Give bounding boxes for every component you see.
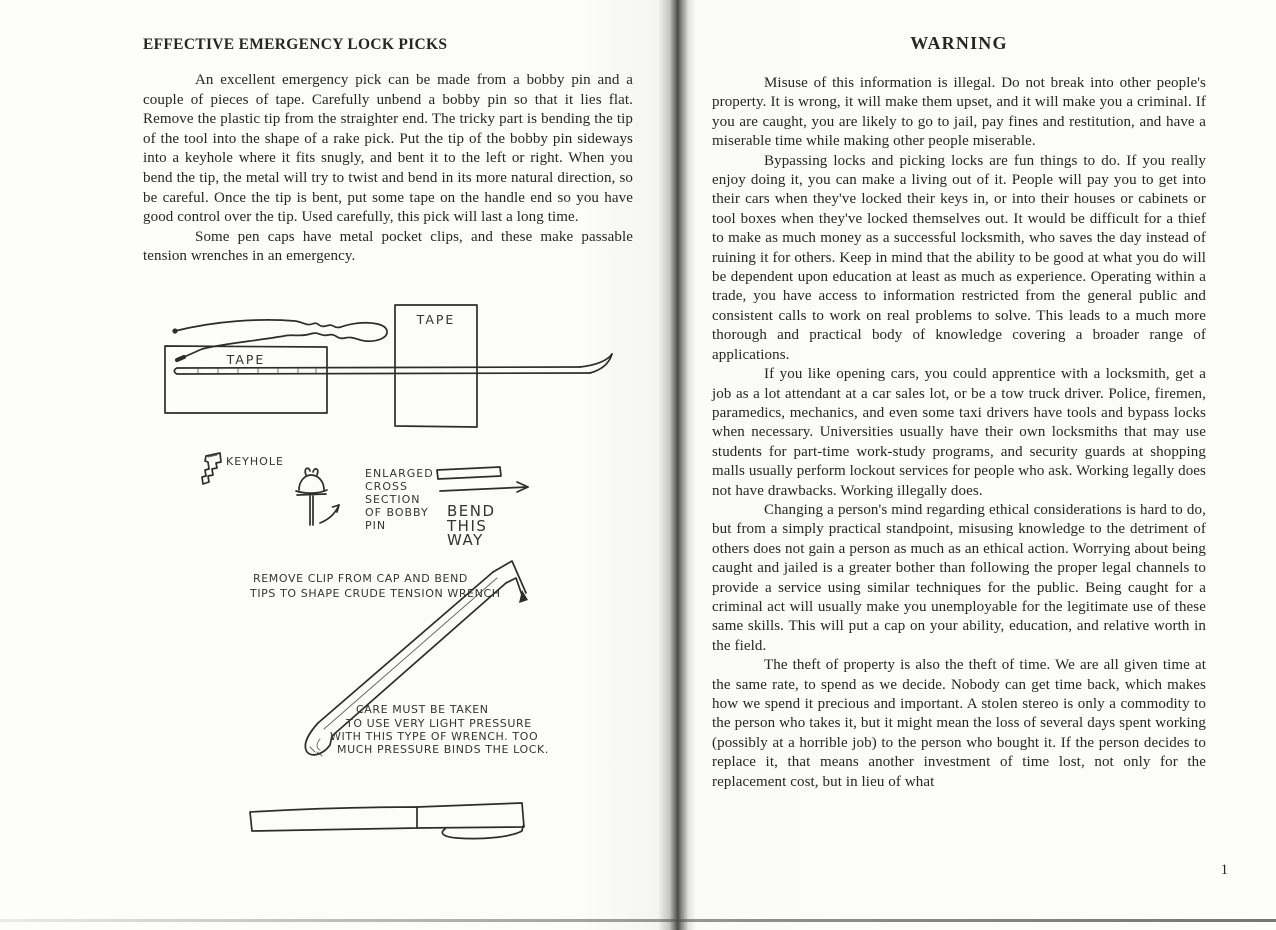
right-paragraph: If you like opening cars, you could apprentice with a locksmith, get a job as a lot attendant at a car sales lot, or be a tow truck driver. Police, firemen, paramedics, mechanics, and even some taxi drivers have tools and bypass locks when necessary. Universities usually have their own locksmiths that may use students for part-time work-study programs, and security guards at shopping malls usually perform lockout services for people who ask. Working legally does not have drawbacks. Working illegally does. [712, 366, 1206, 499]
svg-text:TO USE VERY LIGHT PRESSURE: TO USE VERY LIGHT PRESSURE [346, 717, 532, 730]
lock-pick-diagram [160, 295, 640, 880]
left-page-body [143, 71, 633, 267]
right-paragraph: Misuse of this information is illegal. Do not break into other people's property. It is wrong, it will make them upset, and it will make you a criminal. If you are caught, you are likely to go to jail, pay fines and restitution, and have a miserable time while making other people miserable. [712, 75, 1206, 150]
svg-text:BEND: BEND [447, 502, 496, 520]
bend-direction-arrow [440, 482, 528, 492]
right-paragraph: Bypassing locks and picking locks are fun things to do. If you really enjoy doing it, you can make a living out of it. People will pay you to get into their cars when they've locked their keys in, or into their houses or cabinets or tool boxes when they've locked themselves out. It would be difficult for a thief to make as much money as a successful locksmith, who saves the day instead of ruining it for others. Keep in mind that the ability to be good at what you do will be dependent upon education at least as much as experience. Operating within a trade, you have access to information restricted from the general public and consistent calls to work on real problems to solve. This leads to a much more thorough and practical body of knowledge covering a broader range of applications. [712, 152, 1206, 363]
svg-text:PIN: PIN [365, 519, 387, 532]
right-paragraph: Changing a person's mind regarding ethical considerations is hard to do, but from a simply practical standpoint, misusing knowledge to the detriment of others does not gain a person as much as an ethical action. Worrying about being caught and jailed is a greater bother than following the proper legal channels to provide a service using similar techniques for the public. Being caught for a criminal act will usually make you unemployable for the legitimate use of these same skills. This will put a cap on your ability, education, and relative worth in the field. [712, 501, 1206, 654]
right-page [660, 0, 1276, 930]
tape-box-top [395, 305, 477, 427]
page-bottom-edge [0, 919, 1276, 922]
tape-box-left [165, 346, 327, 413]
svg-text:THIS: THIS [447, 517, 488, 535]
bobby-pin-cross-section-icon [296, 468, 339, 525]
left-paragraph: Some pen caps have metal pocket clips, and these make passable tension wrenches in an emergency. [143, 228, 633, 265]
right-paragraph: The theft of property is also the theft of time. We are all given time at the same rate, to spend as we decide. Nobody can get time back, which makes how we spend it precious and important. A stolen stereo is only a commodity to the person who takes it, but it might mean the loss of several days spent working (possibly at a horrible job) to the person who bought it. If the person decides to replace it, that means another investment of time lost, not only for the replacement cost, but in lieu of what [712, 657, 1206, 790]
pressure-warning-note [330, 703, 549, 756]
svg-text:CROSS: CROSS [365, 480, 408, 493]
cross-section-label [365, 467, 434, 532]
keyhole-icon [202, 453, 221, 484]
svg-text:WAY: WAY [447, 531, 484, 549]
right-page-body [712, 74, 1206, 792]
pen-icon [250, 803, 524, 839]
svg-text:WITH THIS TYPE OF WRENCH. TOO: WITH THIS TYPE OF WRENCH. TOO [330, 730, 539, 743]
bobby-pin-icon [172, 320, 387, 360]
svg-text:SECTION: SECTION [365, 493, 421, 506]
svg-text:OF BOBBY: OF BOBBY [365, 506, 429, 519]
tape-label: TAPE [416, 312, 456, 327]
svg-text:CARE MUST BE TAKEN: CARE MUST BE TAKEN [356, 703, 489, 716]
svg-text:ENLARGED: ENLARGED [365, 467, 434, 480]
right-page-title-wrap [712, 33, 1206, 54]
svg-text:MUCH PRESSURE BINDS THE LOCK.: MUCH PRESSURE BINDS THE LOCK. [337, 743, 549, 756]
left-paragraph: An excellent emergency pick can be made from a bobby pin and a couple of pieces of tape. Carefully unbend a bobby pin so that it lies flat. Remove the plastic tip from the straighter end. The tricky part is bending the tip of the tool into the shape of a rake pick. Put the tip of the bobby pin sideways into a keyhole where it fits snugly, and bent it to the left or right. When you bend the tip, the metal will try to twist and bend in its more natural direction, so be careful. Once the tip is bent, put some tape on the handle end so you have good control over the tip. Used carefully, this pick will last a long time. [143, 72, 633, 226]
svg-text:REMOVE CLIP FROM CAP AND BEND: REMOVE CLIP FROM CAP AND BEND [253, 572, 468, 585]
svg-text:TIPS TO SHAPE CRUDE TENSION WR: TIPS TO SHAPE CRUDE TENSION WRENCH [250, 587, 501, 600]
bend-direction-label [446, 502, 496, 549]
right-page-title: WARNING [910, 33, 1008, 53]
keyhole-label: KEYHOLE [226, 455, 284, 468]
cross-section-profile-bar [437, 467, 501, 479]
book-spine-shadow [658, 0, 696, 930]
left-page-title: EFFECTIVE EMERGENCY LOCK PICKS [143, 36, 448, 53]
tension-wrench-note [249, 572, 501, 600]
page-number: 1 [1220, 862, 1228, 878]
tape-label: TAPE [226, 352, 266, 367]
